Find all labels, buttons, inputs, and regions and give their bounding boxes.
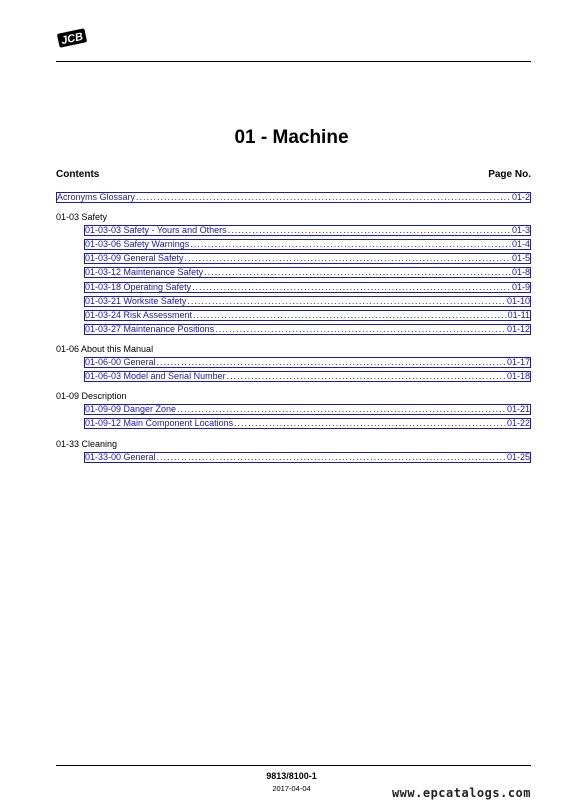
toc-entry-page: 01-5 [511,253,530,264]
toc-entry-title: 01-03-24 Risk Assessment [85,309,193,320]
dot-leader [228,225,511,235]
dot-leader [192,282,511,292]
toc-entry-page: 01-17 [506,357,530,368]
toc-entry-page: 01-18 [506,371,530,382]
toc-entry-title: 01-33-00 General [85,451,156,462]
toc-row [56,310,531,323]
toc-section-heading: 01-03 Safety [56,212,108,223]
toc-link[interactable] [84,452,531,463]
toc-entry-page: 01-25 [506,451,530,462]
toc-row [56,192,531,205]
toc-row [56,371,531,384]
page-number-label: Page No. [488,169,531,180]
toc-entry-title: 01-09-09 Danger Zone [85,404,177,415]
dot-leader [227,371,506,381]
toc-section-heading: 01-06 About this Manual [56,343,154,354]
dot-leader [136,192,511,202]
dot-leader [204,267,511,277]
dot-leader [187,296,506,306]
toc-link[interactable] [84,324,531,335]
toc-entry-page: 01-4 [511,239,530,250]
toc-entry-page: 01-3 [511,225,530,236]
dot-leader [215,324,506,334]
toc-entry-page: 01-11 [507,309,530,320]
footer-divider [56,765,531,766]
toc-entry-title: 01-06-03 Model and Serial Number [85,371,226,382]
dot-leader [185,253,511,263]
toc-entry-page: 01-2 [511,192,530,202]
toc-entry-title: Acronyms Glossary [57,192,136,202]
toc-link[interactable] [84,310,531,321]
toc-link[interactable] [84,357,531,368]
toc-entry-title: 01-06-00 General [85,357,156,368]
toc-row [56,253,531,266]
document-number: 9813/8100-1 [266,771,317,781]
toc-section-heading: 01-09 Description [56,391,127,402]
toc-row [56,324,531,337]
toc-row [56,296,531,309]
dot-leader [190,239,511,249]
toc-entry-title: 01-09-12 Main Component Locations [85,418,234,429]
dot-leader [177,404,506,414]
toc-link[interactable] [84,225,531,236]
toc-entry-page: 01-22 [506,418,530,429]
toc-row [56,239,531,252]
toc-entry-title: 01-03-18 Operating Safety [85,281,192,292]
dot-leader [157,452,506,462]
jcb-logo [57,27,87,49]
toc-entry-page: 01-12 [506,323,530,334]
toc-row [56,404,531,417]
contents-label: Contents [56,169,100,180]
toc-row [56,225,531,238]
table-of-contents [56,191,531,465]
toc-entry-title: 01-03-27 Maintenance Positions [85,323,215,334]
toc-entry-page: 01-21 [506,404,530,415]
toc-row [56,282,531,295]
toc-link[interactable] [56,192,531,203]
toc-link[interactable] [84,404,531,415]
toc-row [56,452,531,465]
dot-leader [234,418,506,428]
toc-entry-page: 01-9 [511,281,530,292]
toc-row [56,357,531,370]
toc-section-heading: 01-33 Cleaning [56,438,118,449]
toc-link[interactable] [84,239,531,250]
toc-entry-page: 01-8 [511,267,530,278]
toc-row [56,418,531,431]
toc-link[interactable] [84,371,531,382]
toc-entry-title: 01-03-12 Maintenance Safety [85,267,204,278]
toc-entry-title: 01-03-06 Safety Warnings [85,239,190,250]
page-title: 01 - Machine [234,127,349,148]
header-divider [56,61,531,62]
watermark: www.epcatalogs.com [391,786,531,800]
toc-entry-title: 01-03-03 Safety - Yours and Others [85,225,227,236]
dot-leader [193,310,507,320]
document-date: 2017-04-04 [272,784,311,793]
toc-row [56,267,531,280]
toc-link[interactable] [84,418,531,429]
toc-link[interactable] [84,267,531,278]
dot-leader [157,357,506,367]
logo-text: JCB [60,30,85,48]
toc-entry-title: 01-03-21 Worksite Safety [85,295,187,306]
toc-link[interactable] [84,282,531,293]
toc-link[interactable] [84,253,531,264]
toc-link[interactable] [84,296,531,307]
toc-entry-title: 01-03-09 General Safety [85,253,184,264]
toc-entry-page: 01-10 [506,295,530,306]
